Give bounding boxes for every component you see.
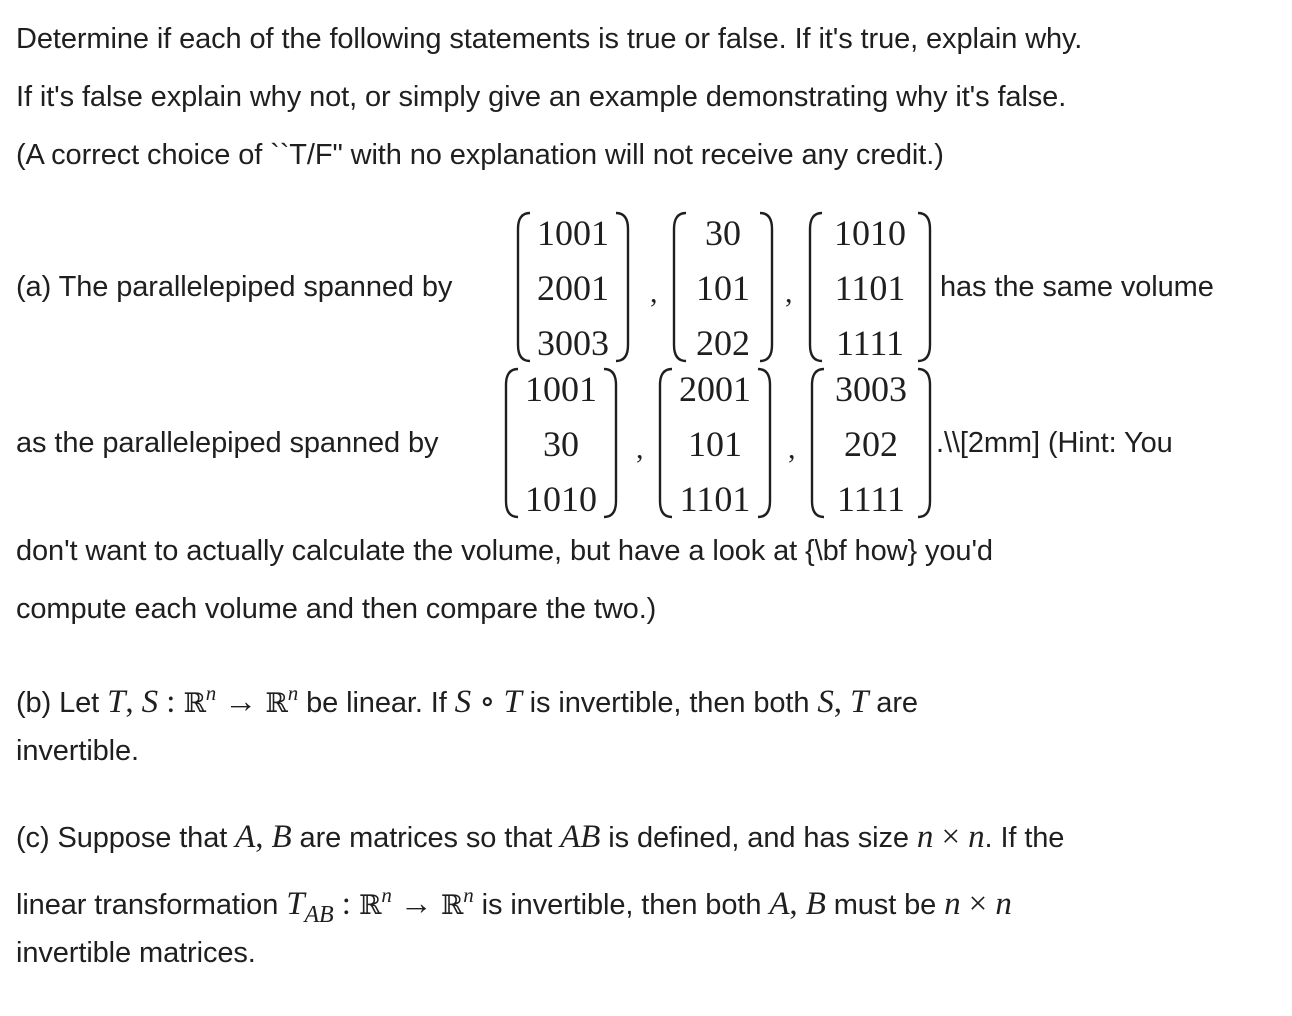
math-T: T [107,684,126,720]
math-times: × [960,886,996,922]
matrix-entry: 101 [688,424,742,464]
vector-b3 [810,367,932,519]
matrix-entry: 1010 [525,479,597,519]
text: must be [825,889,945,921]
math-R: ℝ [183,688,206,719]
math-colon: : [158,684,184,720]
text: is defined, and has size [600,822,917,854]
part-a-line-4: compute each volume and then compare the two.) [16,593,657,625]
math-S: S [454,684,472,720]
text: (b) Let [16,687,108,719]
part-a-lead: (a) The parallelepiped spanned by [16,271,453,303]
math-n: n [916,819,934,855]
matrix-entry: 30 [543,424,579,464]
text: linear transformation [16,889,287,921]
math-arrow: → [391,886,441,922]
matrix-entry: 3003 [537,323,609,363]
math-A: A [235,819,256,855]
vector-a1 [516,211,630,363]
math-n: n [463,883,474,907]
math-times: × [933,819,969,855]
math-AB: AB [560,819,601,855]
matrix-entry: 1010 [834,213,906,253]
math-comma: , [255,819,272,855]
math-n: n [381,883,392,907]
matrix-entry: 202 [696,323,750,363]
matrix-entry: 1111 [837,479,905,519]
math-S: S [817,684,834,720]
text: . If the [984,822,1065,854]
part-b-line-2: invertible. [16,735,140,767]
instruction-line-1: Determine if each of the following statements is true or false. If it's true, explain why. [16,23,1083,55]
instruction-line-2: If it's false explain why not, or simply give an example demonstrating why it's false. [16,81,1067,113]
math-T: T [850,684,869,720]
text: (c) Suppose that [16,822,236,854]
math-arrow: → [216,684,266,720]
part-a-mid: has the same volume [940,271,1214,303]
math-T: T [286,886,305,922]
matrix-entry: 101 [696,268,750,308]
comma: , [788,432,796,465]
vector-a2 [672,211,774,363]
matrix-entry: 1101 [679,479,751,519]
math-R: ℝ [440,890,464,921]
part-a-tail-2: .\\[2mm] (Hint: You [936,427,1173,459]
math-n: n [944,886,961,922]
part-a-line-3: don't want to actually calculate the volume, but have a look at {\bf how} you'd [16,535,993,567]
part-c-line-1 [16,820,1064,855]
instruction-line-3: (A correct choice of ``T/F" with no explanation will not receive any credit.) [16,139,944,171]
math-B: B [805,886,826,922]
math-S: S [141,684,159,720]
matrix-entry: 2001 [537,268,609,308]
math-comma: , [833,684,851,720]
math-comma: , [125,684,142,720]
math-n: n [287,681,299,705]
part-b-line-1 [16,676,918,721]
math-colon: : [333,886,359,922]
math-R: ℝ [265,688,288,719]
matrix-entry: 202 [844,424,898,464]
math-A: A [769,886,790,922]
comma: , [785,276,793,309]
text: are [868,687,918,719]
math-circ: ∘ [471,684,504,720]
math-R: ℝ [358,890,382,921]
matrix-entry: 2001 [679,369,751,409]
matrix-entry: 1001 [525,369,597,409]
part-c-line-3: invertible matrices. [16,937,256,969]
text: be linear. If [298,687,455,719]
matrix-entry: 1111 [836,323,904,363]
matrix-entry: 1001 [537,213,609,253]
math-n: n [995,886,1012,922]
comma: , [650,276,658,309]
text: are matrices so that [291,822,561,854]
part-a-lead-2: as the parallelepiped spanned by [16,427,439,459]
math-n: n [205,681,217,705]
math-T: T [503,684,522,720]
comma: , [636,432,644,465]
vector-b1 [504,367,618,519]
math-n: n [968,819,985,855]
math-subscript-AB: AB [304,902,334,928]
matrix-entry: 1101 [834,268,906,308]
matrix-entry: 30 [705,213,741,253]
text: is invertible, then both [521,687,818,719]
text: is invertible, then both [473,889,770,921]
matrix-entry: 3003 [835,369,907,409]
math-B: B [271,819,292,855]
part-c-line-2 [16,878,1012,932]
vector-b2 [658,367,772,519]
vector-a3 [808,211,932,363]
math-comma: , [789,886,806,922]
